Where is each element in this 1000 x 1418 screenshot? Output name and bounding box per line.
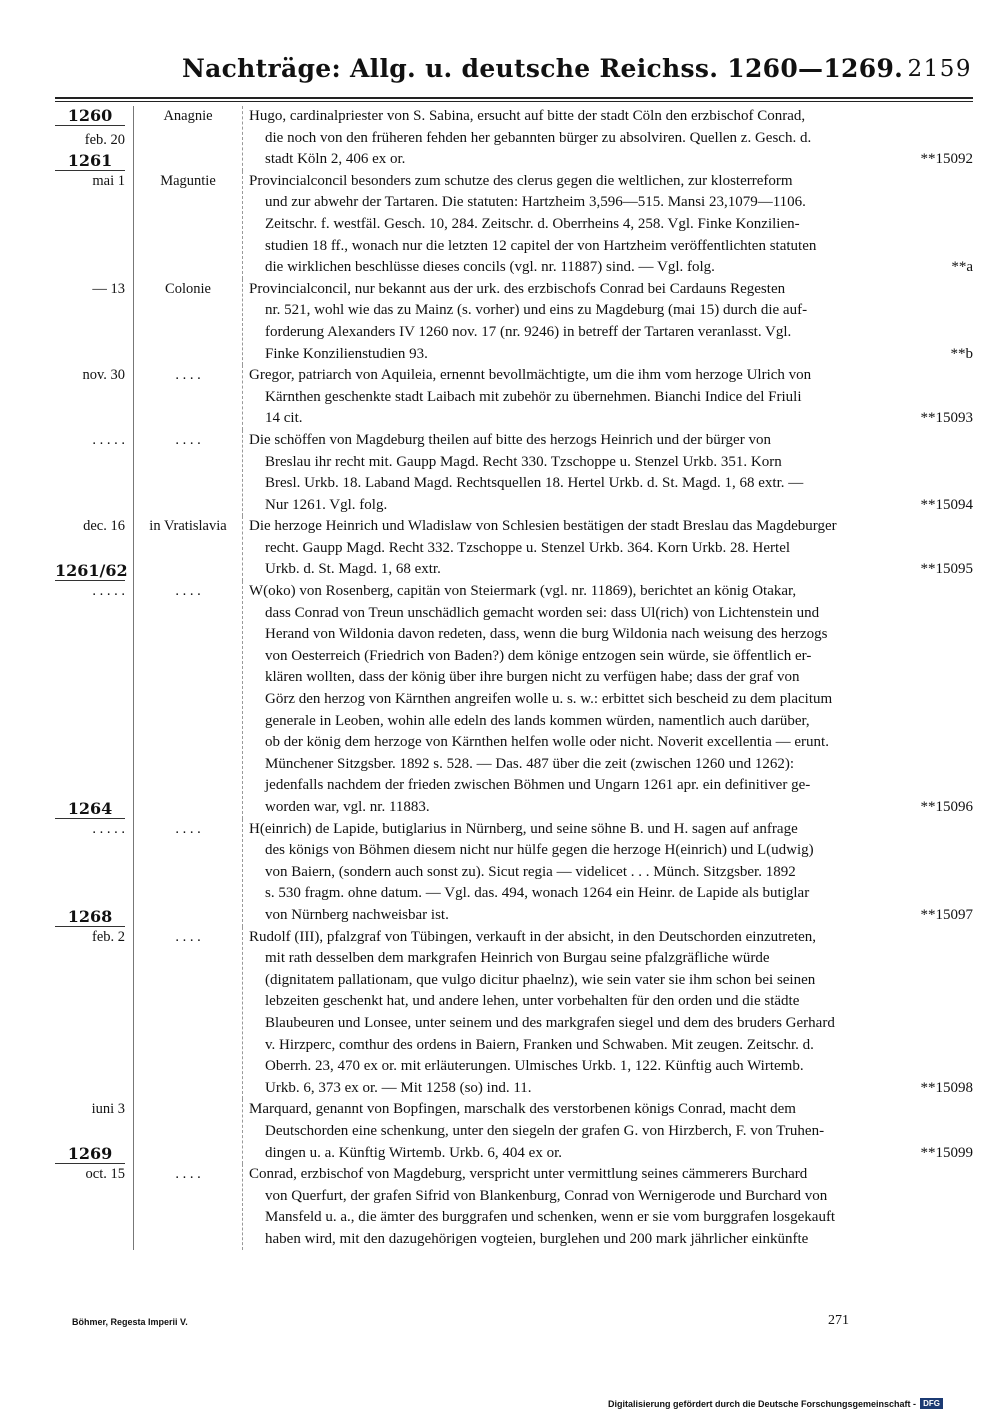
entry-number: **a bbox=[951, 259, 973, 276]
entry-line: lebzeiten geschenkt hat, und andere lehen, unter vorbehalten für den orden und die städte bbox=[265, 993, 800, 1010]
entry-place-column bbox=[133, 365, 242, 430]
entry-line: (dignitatem pallationam, que vulgo dicitur phaelnz), wie sein vater sie ihm schon bei seinen bbox=[265, 971, 816, 988]
entry-line: forderung Alexanders IV 1260 nov. 17 (nr. 9246) in betreff der Tartaren veranlasst. Vgl. bbox=[265, 323, 792, 340]
entry-place: Anagnie bbox=[163, 108, 213, 124]
entry bbox=[55, 365, 973, 430]
entry-place bbox=[134, 1099, 242, 1101]
entry-date: nov. 30 bbox=[82, 367, 125, 384]
entry bbox=[55, 819, 973, 927]
entry-text bbox=[242, 365, 973, 430]
entry-last-line bbox=[249, 495, 973, 517]
entry-place-column bbox=[133, 430, 242, 516]
entry bbox=[55, 1164, 973, 1250]
entry-line: haben wird, mit den dazugehörigen vogteien, burglehen und 200 mark jährlicher einkünfte bbox=[265, 1230, 809, 1247]
entry-line: Conrad, erzbischof von Magdeburg, verspricht unter vermittlung seines cämmerers Burchard bbox=[249, 1166, 808, 1183]
entry-line: jedenfalls nachdem der frieden zwischen Böhmen und Ungarn 1261 apr. ein definitiver ge- bbox=[265, 777, 811, 794]
entry-date: feb. 20 bbox=[84, 132, 125, 148]
entry-date-column bbox=[55, 106, 133, 171]
entry-date: iuni 3 bbox=[91, 1101, 125, 1118]
entry-line: W(oko) von Rosenberg, capitän von Steiermark (vgl. nr. 11869), berichtet an könig Otakar, bbox=[249, 583, 797, 600]
entry-last-text: die wirklichen beschlüsse dieses concils (vgl. nr. 11887) sind. — Vgl. folg. bbox=[265, 259, 715, 276]
entry-date: . . . . . bbox=[92, 820, 125, 837]
entry-last-text: Finke Konzilienstudien 93. bbox=[265, 345, 428, 362]
entry-place-column bbox=[133, 819, 242, 927]
entry-last-text: Urkb. 6, 373 ex or. — Mit 1258 (so) ind. 11. bbox=[265, 1079, 532, 1096]
entry-date-column bbox=[55, 365, 133, 430]
entry-date-column bbox=[55, 1099, 133, 1164]
entry-line: Die herzoge Heinrich und Wladislaw von Schlesien bestätigen der stadt Breslau das Magdeburger bbox=[249, 518, 837, 535]
entry-place-column bbox=[133, 516, 242, 581]
entry-line: nr. 521, wohl wie das zu Mainz (s. vorher) und eins zu Magdeburg (mai 15) durch die auf- bbox=[265, 302, 808, 319]
entry-place: . . . . bbox=[175, 1166, 201, 1183]
entry-place-column bbox=[133, 1164, 242, 1250]
regesta-entries bbox=[55, 106, 973, 1250]
entry-line: und zur abwehr der Tartaren. Die statuten: Hartzheim 3,596—515. Mansi 23,1079—1106. bbox=[265, 194, 806, 211]
entry-line: die noch von den früheren fehden her gebannten bürger zu absolviren. Quellen z. Gesch. d. bbox=[265, 129, 812, 146]
entry-last-line bbox=[249, 797, 973, 819]
entry-last-text: stadt Köln 2, 406 ex or. bbox=[265, 151, 406, 168]
entry-text bbox=[242, 927, 973, 1100]
entry-text bbox=[242, 106, 973, 171]
entry bbox=[55, 1099, 973, 1164]
entry-date-column bbox=[55, 279, 133, 365]
entry-place-column bbox=[133, 927, 242, 1100]
entry-line: dass Conrad von Treun unschädlich gemacht worden sei: dass Ul(rich) von Lichtenstein und bbox=[265, 604, 820, 621]
entry-last-text: Urkb. d. St. Magd. 1, 68 extr. bbox=[265, 561, 441, 578]
entry-number: **15096 bbox=[920, 799, 973, 815]
entry-last-text: Nur 1261. Vgl. folg. bbox=[265, 496, 388, 513]
entry-date: feb. 2 bbox=[91, 928, 125, 945]
dfg-logo-icon: DFG bbox=[920, 1398, 943, 1409]
entry-text bbox=[242, 819, 973, 927]
footer-credit bbox=[608, 1398, 943, 1409]
credit-text: Digitalisierung gefördert durch die Deutsche Forschungsgemeinschaft - bbox=[608, 1398, 917, 1409]
entry-text bbox=[242, 171, 973, 279]
entry-line: Oberrh. 23, 470 ex or. mit erläuterungen. Ulmisches Urkb. 1, 122. Künftig auch Wirtemb. bbox=[265, 1058, 804, 1075]
entry-line: Kärnthen geschenkte stadt Laibach mit zubehör zu übernehmen. Bianchi Indice del Friuli bbox=[265, 388, 802, 405]
entry-place: Maguntie bbox=[160, 172, 216, 189]
entry-place: . . . . bbox=[175, 820, 201, 837]
entry bbox=[55, 106, 973, 171]
entry-line: Zeitschr. f. westfäl. Gesch. 10, 284. Zeitschr. d. Oberrheins 4, 258. Vgl. Finke Konzilien- bbox=[265, 215, 800, 232]
page-title: Nachträge: Allg. u. deutsche Reichss. 1260—1269. bbox=[182, 54, 904, 83]
entry-line: Provincialconcil, nur bekannt aus der urk. des erzbischofs Conrad bei Cardauns Regesten bbox=[249, 280, 786, 297]
entry-line: Breslau ihr recht mit. Gaupp Magd. Recht 330. Tzschoppe u. Stenzel Urkb. 351. Korn bbox=[265, 453, 782, 470]
entry-text bbox=[242, 1099, 973, 1164]
entry bbox=[55, 430, 973, 516]
entry-place-column bbox=[133, 279, 242, 365]
year-marker: 1268 bbox=[55, 907, 125, 927]
entry-place: . . . . bbox=[175, 431, 201, 448]
entry-line: ob der könig dem herzoge von Kärnthen helfen wolle oder nicht. Noverit excellentia — erunt. bbox=[265, 734, 829, 751]
entry-place: . . . . bbox=[175, 583, 201, 600]
entry-line: Provincialconcil besonders zum schutze des clerus gegen die weltlichen, zur klosterreform bbox=[249, 172, 793, 189]
entry-date-column bbox=[55, 927, 133, 1100]
entry-line: von Oesterreich (Friedrich von Baden?) dem könige entzogen sein würde, sie öffentlich er- bbox=[265, 647, 812, 664]
entry-date-column bbox=[55, 171, 133, 279]
entry-line: von Querfurt, der grafen Sifrid von Blankenburg, Conrad von Wernigerode und Burchard von bbox=[265, 1187, 828, 1204]
entry-last-line bbox=[249, 408, 973, 430]
entry-line: Hugo, cardinalpriester von S. Sabina, ersucht auf bitte der stadt Cöln den erzbischof Conrad, bbox=[249, 108, 806, 124]
entry-line: Mansfeld u. a., die ämter des burggrafen und schenken, wenn er sie vom burggrafen losgekauft bbox=[265, 1209, 836, 1226]
entry-last-line bbox=[249, 149, 973, 171]
entry-date: mai 1 bbox=[92, 172, 125, 189]
entry-last-text: von Nürnberg nachweisbar ist. bbox=[265, 906, 449, 923]
entry-line: Die schöffen von Magdeburg theilen auf bitte des herzogs Heinrich und der bürger von bbox=[249, 431, 771, 448]
entry-line: Blaubeuren und Lonsee, unter seinem und des markgrafen siegel und dem des bruders Gerhard bbox=[265, 1014, 835, 1031]
entry-number: **b bbox=[950, 345, 973, 362]
entry bbox=[55, 581, 973, 819]
entry-date: . . . . . bbox=[92, 583, 125, 600]
entry-date: dec. 16 bbox=[83, 518, 125, 535]
entry-date: — 13 bbox=[92, 280, 125, 297]
header-rule bbox=[55, 97, 973, 99]
entry-line: studien 18 ff., wonach nur die letzten 12 capitel der von Hartzheim veröffentlichten statuten bbox=[265, 237, 817, 254]
entry-text bbox=[242, 516, 973, 581]
entry-line: H(einrich) de Lapide, butiglarius in Nürnberg, und seine söhne B. und H. sagen auf anfrage bbox=[249, 820, 798, 837]
entry-line: Rudolf (III), pfalzgraf von Tübingen, verkauft in der absicht, in den Deutschorden einzutreten, bbox=[249, 928, 817, 945]
page-number: 2159 bbox=[907, 56, 972, 82]
entry bbox=[55, 927, 973, 1100]
entry bbox=[55, 171, 973, 279]
entry bbox=[55, 516, 973, 581]
year-marker: 1261/62 bbox=[55, 561, 128, 581]
entry-number: **15098 bbox=[920, 1079, 973, 1096]
year-marker: 1260 bbox=[55, 106, 125, 126]
entry-place: in Vratislavia bbox=[149, 518, 227, 535]
year-marker: 1261 bbox=[55, 151, 125, 171]
year-marker: 1264 bbox=[55, 799, 125, 819]
entry-last-line bbox=[249, 1143, 973, 1165]
entry-date-column bbox=[55, 516, 133, 581]
entry-place-column bbox=[133, 106, 242, 171]
entry-text bbox=[242, 279, 973, 365]
entry-last-line bbox=[249, 1078, 973, 1100]
entry-place: . . . . bbox=[175, 928, 201, 945]
entry-line: v. Hirzperc, comthur des ordens in Baiern, Franken und Schwaben. Mit zeugen. Zeitschr. d. bbox=[265, 1036, 814, 1053]
entry-text bbox=[242, 1164, 973, 1250]
entry-line: recht. Gaupp Magd. Recht 332. Tzschoppe u. Stenzel Urkb. 364. Korn Urkb. 28. Hertel bbox=[265, 539, 791, 556]
entry-line: Bresl. Urkb. 18. Laband Magd. Rechtsquellen 18. Hertel Urkb. d. St. Magd. 1, 68 extr. — bbox=[265, 475, 804, 492]
entry-date: oct. 15 bbox=[85, 1166, 125, 1183]
entry-date-column bbox=[55, 430, 133, 516]
entry-number: **15095 bbox=[920, 561, 973, 578]
entry-number: **15099 bbox=[920, 1144, 973, 1161]
entry-date-column bbox=[55, 1164, 133, 1250]
entry-line: generale in Leoben, wohin alle edeln des lands kommen würden, namentlich auch darüber, bbox=[265, 712, 810, 729]
entry-number: **15092 bbox=[920, 151, 973, 168]
entry-line: Gregor, patriarch von Aquileia, ernennt bevollmächtigte, um die ihm vom herzoge Ulrich von bbox=[249, 367, 812, 384]
entry-last-text: worden war, vgl. nr. 11883. bbox=[265, 799, 430, 815]
header-rule-thin bbox=[55, 101, 973, 102]
entry-last-text: 14 cit. bbox=[265, 410, 303, 427]
entry-date-column bbox=[55, 581, 133, 819]
entry-last-line bbox=[249, 559, 973, 581]
entry-line: klären wollten, dass der könig über ihre burgen nicht zu verfügen habe; dass der graf von bbox=[265, 669, 800, 686]
entry-last-line bbox=[249, 344, 973, 366]
entry-line: von Baiern, (sondern auch sonst zu). Sicut regia — videlicet . . . Münch. Sitzgsber. 1892 bbox=[265, 863, 796, 880]
entry-text bbox=[242, 581, 973, 819]
entry-date-column bbox=[55, 819, 133, 927]
entry-line: Görz den herzog von Kärnthen angreifen wolle u. s. w.: erbittet sich bescheid zu dem placitum bbox=[265, 691, 833, 708]
entry-line: Herand von Wildonia davon redeten, dass, wenn die burg Wildonia nach weisung des herzogs bbox=[265, 626, 828, 643]
footer-sheet-number: 271 bbox=[828, 1313, 849, 1328]
page-header bbox=[40, 52, 974, 96]
entry-number: **15093 bbox=[920, 410, 973, 427]
entry-line: Marquard, genannt von Bopfingen, marschalk des verstorbenen königs Conrad, macht dem bbox=[249, 1101, 796, 1118]
entry-place: . . . . bbox=[175, 367, 201, 384]
footer-source: Böhmer, Regesta Imperii V. bbox=[72, 1317, 188, 1327]
entry-place: Colonie bbox=[165, 280, 211, 297]
entry bbox=[55, 279, 973, 365]
entry-last-text: dingen u. a. Künftig Wirtemb. Urkb. 6, 404 ex or. bbox=[265, 1144, 562, 1161]
entry-last-line bbox=[249, 257, 973, 279]
entry-line: Münchener Sitzgsber. 1892 s. 528. — Das. 487 über die zeit (zwischen 1260 und 1262): bbox=[265, 755, 795, 772]
entry-number: **15094 bbox=[920, 496, 973, 513]
entry-line: s. 530 fragm. ohne datum. — Vgl. das. 494, wonach 1264 ein Heinr. de Lapide als butiglar bbox=[265, 885, 810, 902]
entry-date: . . . . . bbox=[92, 431, 125, 448]
entry-line: des königs von Böhmen diesem nicht nur hülfe gegen die herzoge H(einrich) und L(udwig) bbox=[265, 842, 814, 859]
year-marker: 1269 bbox=[55, 1144, 125, 1164]
entry-text bbox=[242, 430, 973, 516]
entry-place-column bbox=[133, 171, 242, 279]
entry-place-column bbox=[133, 1099, 242, 1164]
entry-line: mit rath desselben dem markgrafen Heinrich von Burgau seine pfalzgräfliche würde bbox=[265, 950, 770, 967]
entry-line: Deutschorden eine schenkung, unter den siegeln der grafen G. von Hirzberch, F. von Truhen- bbox=[265, 1122, 825, 1139]
entry-last-line bbox=[249, 905, 973, 927]
entry-number: **15097 bbox=[920, 906, 973, 923]
entry-place-column bbox=[133, 581, 242, 819]
